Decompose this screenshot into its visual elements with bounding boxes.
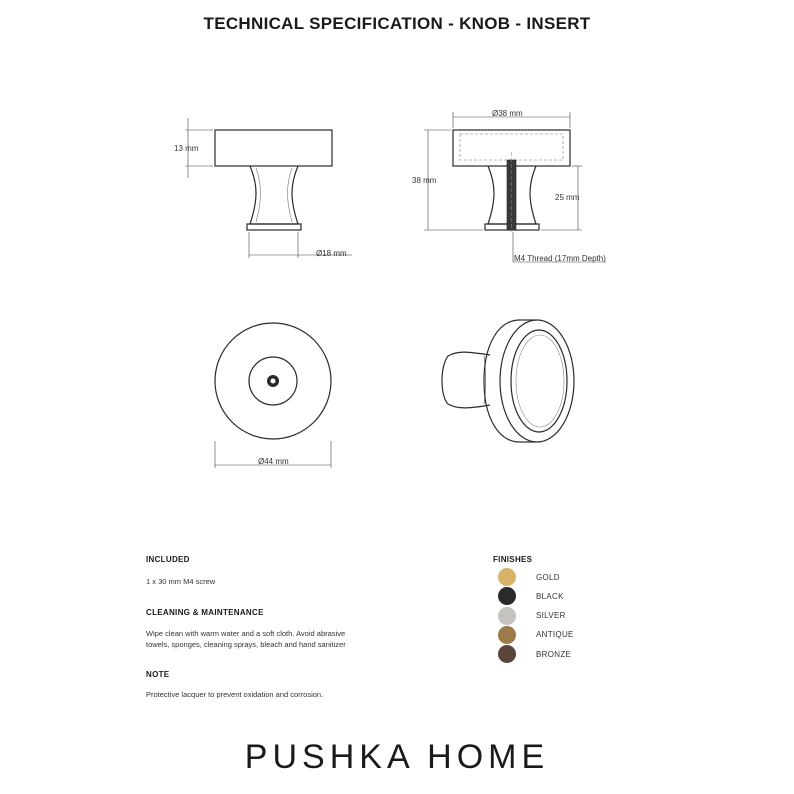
finish-swatch	[498, 645, 516, 663]
brand-wordmark: PUSHKA HOME	[244, 738, 550, 776]
section-view	[424, 112, 606, 262]
dim-height-total: 38 mm	[412, 176, 437, 185]
finish-item-antique	[498, 626, 574, 644]
finish-swatch	[498, 626, 516, 644]
finish-item-black	[498, 587, 564, 605]
finish-label: BRONZE	[536, 649, 572, 659]
finish-label: GOLD	[536, 572, 560, 582]
included-text: 1 x 30 mm M4 screw	[146, 577, 216, 586]
dim-diameter-base: Ø44 mm	[258, 457, 289, 466]
note-text: Protective lacquer to prevent oxidation and corrosion.	[146, 690, 324, 699]
cleaning-text	[146, 628, 346, 650]
dim-thread: M4 Thread (17mm Depth)	[514, 254, 606, 263]
cleaning-heading: CLEANING & MAINTENANCE	[146, 608, 264, 617]
dim-diameter-top: Ø38 mm	[492, 109, 523, 118]
finish-item-silver	[498, 607, 566, 625]
included-heading: INCLUDED	[146, 555, 190, 564]
finish-swatch	[498, 568, 516, 586]
finish-label: SILVER	[536, 611, 566, 621]
note-heading: NOTE	[146, 670, 170, 679]
bottom-view	[215, 323, 331, 468]
cleaning-line-2: towels, sponges, cleaning sprays, bleach and hand sanitizer	[146, 640, 346, 649]
finish-item-gold	[498, 568, 560, 586]
side-view	[185, 118, 352, 258]
finish-swatch	[498, 587, 516, 605]
finish-item-bronze	[498, 645, 571, 663]
finish-label: BLACK	[536, 591, 564, 601]
dim-diameter-stem: Ø18 mm	[316, 249, 347, 258]
page-title: TECHNICAL SPECIFICATION - KNOB - INSERT	[203, 14, 591, 33]
finish-label: ANTIQUE	[536, 630, 574, 640]
cleaning-line-1: Wipe clean with warm water and a soft cloth. Avoid abrasive	[146, 629, 346, 638]
dim-height-top: 13 mm	[174, 144, 199, 153]
finishes-heading: FINISHES	[493, 555, 533, 564]
dim-height-stem: 25 mm	[555, 193, 580, 202]
finish-swatch	[498, 607, 516, 625]
perspective-view	[442, 320, 574, 442]
